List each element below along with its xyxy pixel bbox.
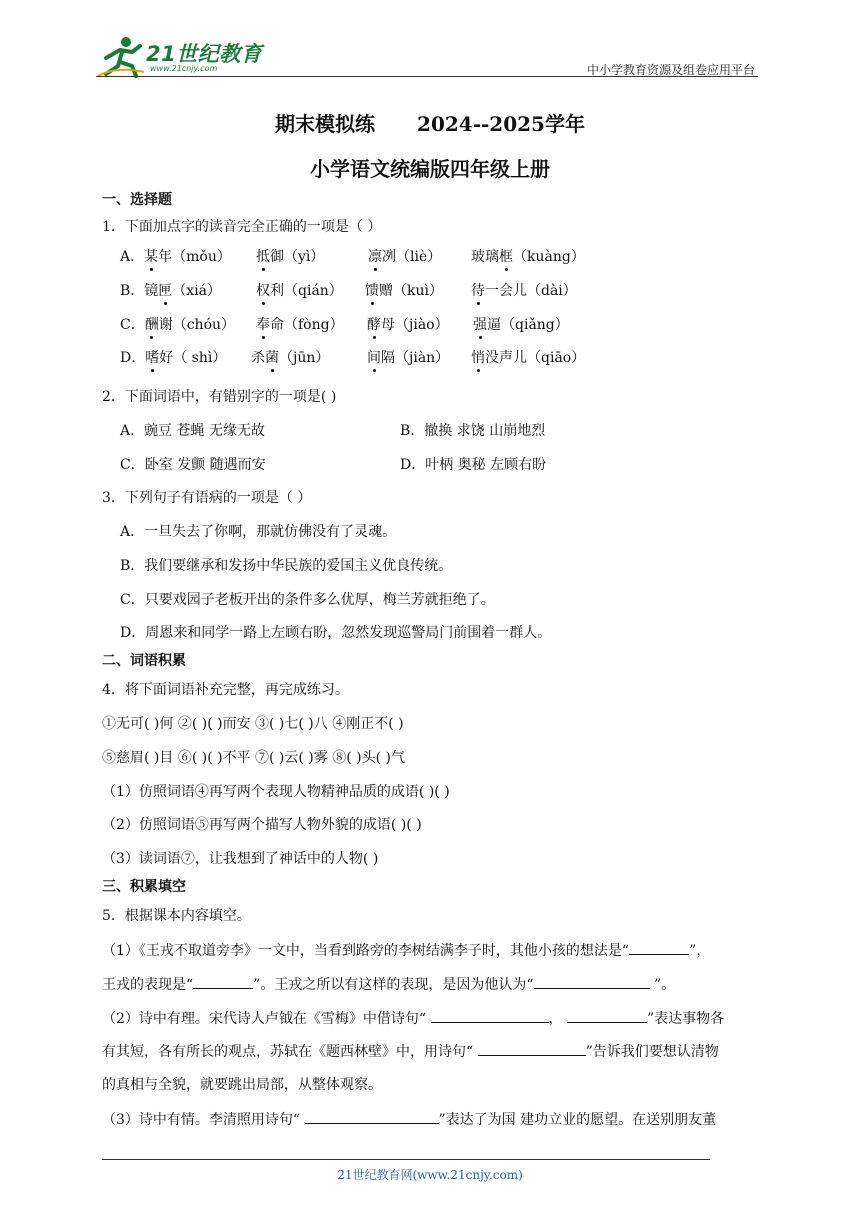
q5-paragraph-1-line-2: 王戎的表现是“ ”。王戎之所以有这样的表现，是因为他认为“ ”。 [102,974,675,995]
q4-word-row-1: ①无可( )何 ②( )( )而安 ③( )七( )八 ④刚正不( ) [102,716,404,732]
q1-option-b-4: 待一会儿（dài） [471,283,577,299]
page-title [0,108,860,137]
q4-word-row-2: ⑤慈眉( )目 ⑥( )( )不平 ⑦( )云( )雾 ⑧( )头( )气 [102,750,405,766]
q2-option-a: A．豌豆 苍蝇 无缘无故 [120,423,266,439]
q3-option-c: C．只要戏园子老板开出的条件多么优厚，梅兰芳就拒绝了。 [120,592,495,608]
q1-option-b: B．镜匣（xiá） [120,283,222,299]
q2-option-c: C．卧室 发颤 随遇而安 [120,457,266,473]
header-platform-text: 中小学教育资源及组卷应用平台 [586,63,755,77]
q2-option-d: D．叶柄 奥秘 左顾右盼 [400,457,547,473]
q1-option-d: D．嗜好（ shì） [120,350,227,366]
q1-option-c: C．酬谢（chóu） [120,317,236,333]
section-heading: 二、词语积累 [102,653,186,669]
q1-option-b-3: 馈赠（kuì） [365,283,443,299]
footer-link[interactable]: 21世纪教育网(www.21cnjy.com) [337,1168,523,1182]
question-stem: 2．下面词语中，有错别字的一项是( ) [102,389,337,405]
q1-option-d-4: 悄没声儿（qiāo） [471,350,586,366]
title-name: 期末模拟练 [275,112,376,136]
q5-paragraph-2-line-2: 有其短，各有所长的观点，苏轼在《题西林壁》中，用诗句“ ”告诉我们要想认清物 [102,1041,719,1062]
q1-option-d-2: 杀菌（jūn） [251,350,330,366]
q1-option-a-4: 玻璃框（kuàng） [471,249,585,265]
q5-paragraph-1-line-1: （1）《王戎不取道旁李》一文中，当看到路旁的李树结满李子时，其他小孩的想法是“ ”， [102,940,710,961]
q3-option-d: D．周恩来和同学一路上左顾右盼，忽然发现巡警局门前围着一群人。 [120,625,552,641]
answer-blank[interactable] [431,1008,549,1023]
logo-wordmark: 21世纪教育 [146,42,263,66]
answer-blank[interactable] [478,1041,586,1056]
question-stem: 5．根据课本内容填空。 [102,908,251,924]
q1-option-c-4: 强逼（qiǎng） [473,317,569,333]
question-stem: 3．下列句子有语病的一项是（ ） [102,490,312,506]
q1-option-b-2: 权利（qián） [256,283,343,299]
q1-option-a: A．某年（mǒu） [120,249,231,265]
page-subtitle: 小学语文统编版四年级上册 [310,157,550,181]
logo-url: www.21cnjy.com [150,64,218,73]
q5-paragraph-2-line-3: 的真相与全貌，就要跳出局部，从整体观察。 [102,1077,382,1093]
q3-option-b: B．我们要继承和发扬中华民族的爱国主义优良传统。 [120,558,453,574]
q1-option-c-3: 酵母（jiào） [367,317,449,333]
answer-blank[interactable] [567,1008,647,1023]
q5-paragraph-2-line-1: （2）诗中有理。宋代诗人卢钺在《雪梅》中借诗句“ ， ”表达事物各 [102,1008,724,1029]
q4-subquestion-3: （3）读词语⑦，让我想到了神话中的人物( ) [102,851,379,867]
header-divider [96,76,758,77]
question-stem: 1．下面加点字的读音完全正确的一项是（ ） [102,219,382,235]
footer-divider [102,1159,710,1160]
answer-blank[interactable] [534,974,650,989]
q4-subquestion-2: （2）仿照词语⑤再写两个描写人物外貌的成语( )( ) [102,817,422,833]
answer-blank[interactable] [193,974,253,989]
q2-option-b: B．撤换 求饶 山崩地烈 [400,423,546,439]
q1-option-c-2: 奉命（fòng） [256,317,344,333]
question-stem: 4．将下面词语补充完整，再完成练习。 [102,682,349,698]
q1-option-d-3: 间隔（jiàn） [367,350,450,366]
q1-option-a-3: 凛冽（liè） [368,249,442,265]
q4-subquestion-1: （1）仿照词语④再写两个表现人物精神品质的成语( )( ) [102,784,450,800]
q5-paragraph-3-line-1: （3）诗中有情。李清照用诗句“ ”表达了为国 建功立业的愿望。在送别朋友董 [102,1109,716,1130]
section-heading: 三、积累填空 [102,879,186,895]
q1-option-a-2: 抵御（yì） [256,249,325,265]
answer-blank[interactable] [305,1109,439,1124]
q3-option-a: A．一旦失去了你啊，那就仿佛没有了灵魂。 [120,524,397,540]
answer-blank[interactable] [629,940,689,955]
title-year: 2024--2025学年 [417,112,585,136]
section-heading: 一、选择题 [102,192,172,208]
